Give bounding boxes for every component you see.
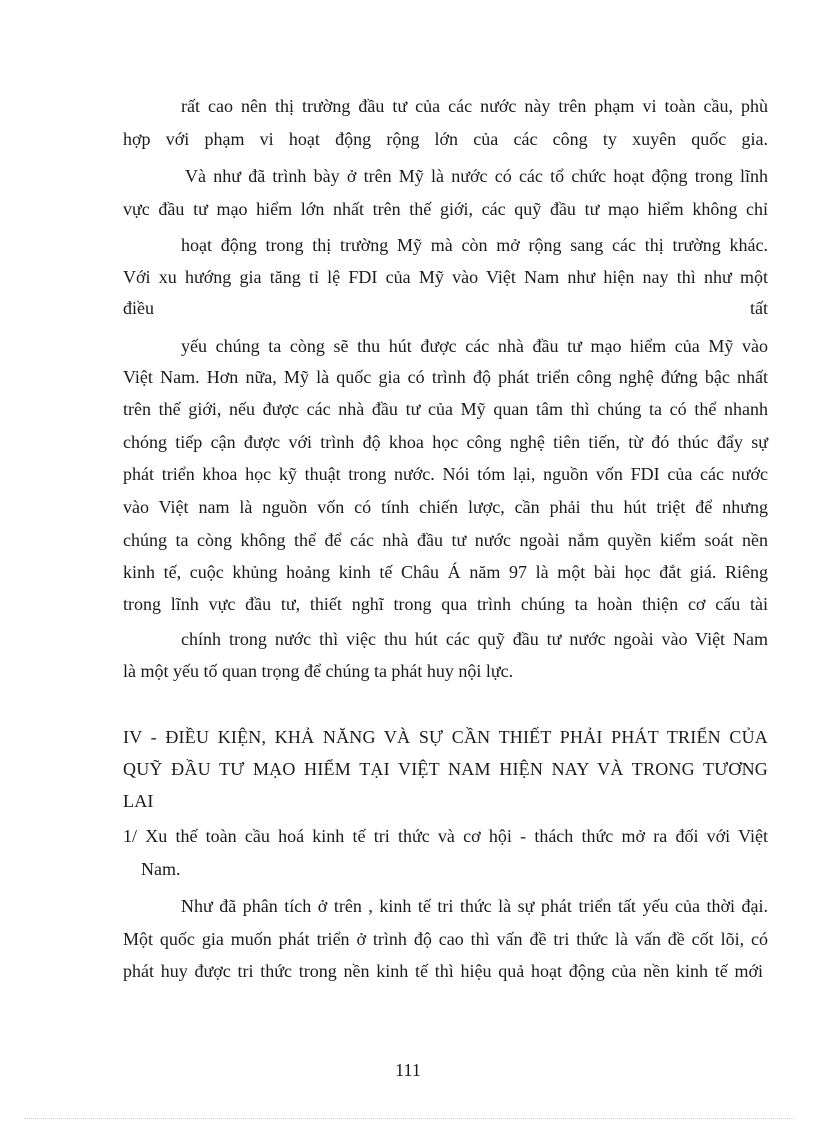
page-number: 111 (395, 1060, 421, 1080)
body-line: yếu chúng ta còng sẽ thu hút được các nhà đầu tư mạo hiểm của Mỹ vào (181, 336, 768, 356)
body-line: Và như đã trình bày ở trên Mỹ là nước có các tổ chức hoạt động trong lĩnh (185, 166, 768, 186)
body-line: Như đã phân tích ở trên , kinh tế tri thức là sự phát triển tất yếu của thời đại. (181, 896, 768, 916)
body-line: Với xu hướng gia tăng tỉ lệ FDI của Mỹ vào Việt Nam như hiện nay thì như một (123, 267, 768, 287)
body-line: Việt Nam. Hơn nữa, Mỹ là quốc gia có trình độ phát triển công nghệ đứng bậc nhất (123, 367, 768, 387)
body-line: chúng ta còng không thể để các nhà đầu tư nước ngoài nắm quyền kiểm soát nền (123, 530, 768, 550)
body-word: điều (123, 298, 154, 318)
body-line: phát huy được tri thức trong nền kinh tế thì hiệu quả hoạt động của nền kinh tế mới (123, 961, 763, 981)
body-line: rất cao nên thị trường đầu tư của các nước này trên phạm vi toàn cầu, phù (181, 96, 768, 116)
body-line: kinh tế, cuộc khủng hoảng kinh tế Châu Á năm 97 là một bài học đắt giá. Riêng (123, 562, 768, 582)
body-line: hợp với phạm vi hoạt động rộng lớn của các công ty xuyên quốc gia. (123, 129, 768, 149)
body-line: trong lĩnh vực đầu tư, thiết nghĩ trong qua trình chúng ta hoàn thiện cơ cấu tài (123, 594, 768, 614)
body-line-split (123, 296, 768, 320)
body-line: Một quốc gia muốn phát triển ở trình độ cao thì vấn đề tri thức là vấn đề cốt lõi, có (123, 929, 768, 949)
body-line: là một yếu tố quan trọng để chúng ta phát huy nội lực. (123, 661, 514, 681)
page-bottom-divider (24, 1118, 794, 1119)
body-word: tất (750, 298, 768, 318)
body-line: vực đầu tư mạo hiểm lớn nhất trên thế giới, các quỹ đầu tư mạo hiểm không chỉ (123, 199, 768, 219)
subheading-line: Nam. (141, 859, 181, 879)
body-line: hoạt động trong thị trường Mỹ mà còn mở rộng sang các thị trường khác. (181, 235, 768, 255)
body-line: trên thế giới, nếu được các nhà đầu tư của Mỹ quan tâm thì chúng ta có thể nhanh (123, 399, 768, 419)
body-line: phát triển khoa học kỹ thuật trong nước. Nói tóm lại, nguồn vốn FDI của các nước (123, 464, 768, 484)
section-heading-line: IV - ĐIỀU KIỆN, KHẢ NĂNG VÀ SỰ CẦN THIẾT PHẢI PHÁT TRIỂN CỦA (123, 727, 768, 747)
section-heading-line: QUỸ ĐẦU TƯ MẠO HIỂM TẠI VIỆT NAM HIỆN NAY VÀ TRONG TƯƠNG (123, 759, 768, 779)
body-line: chóng tiếp cận được với trình độ khoa học công nghệ tiên tiến, từ đó thúc đẩy sự (123, 432, 768, 452)
section-heading-line: LAI (123, 791, 154, 811)
body-line: vào Việt nam là nguồn vốn có tính chiến lược, cần phải thu hút triệt để nhưng (123, 497, 768, 517)
subheading-line: 1/ Xu thế toàn cầu hoá kinh tế tri thức và cơ hội - thách thức mở ra đối với Việt (123, 826, 768, 846)
body-line: chính trong nước thì việc thu hút các quỹ đầu tư nước ngoài vào Việt Nam (181, 629, 768, 649)
